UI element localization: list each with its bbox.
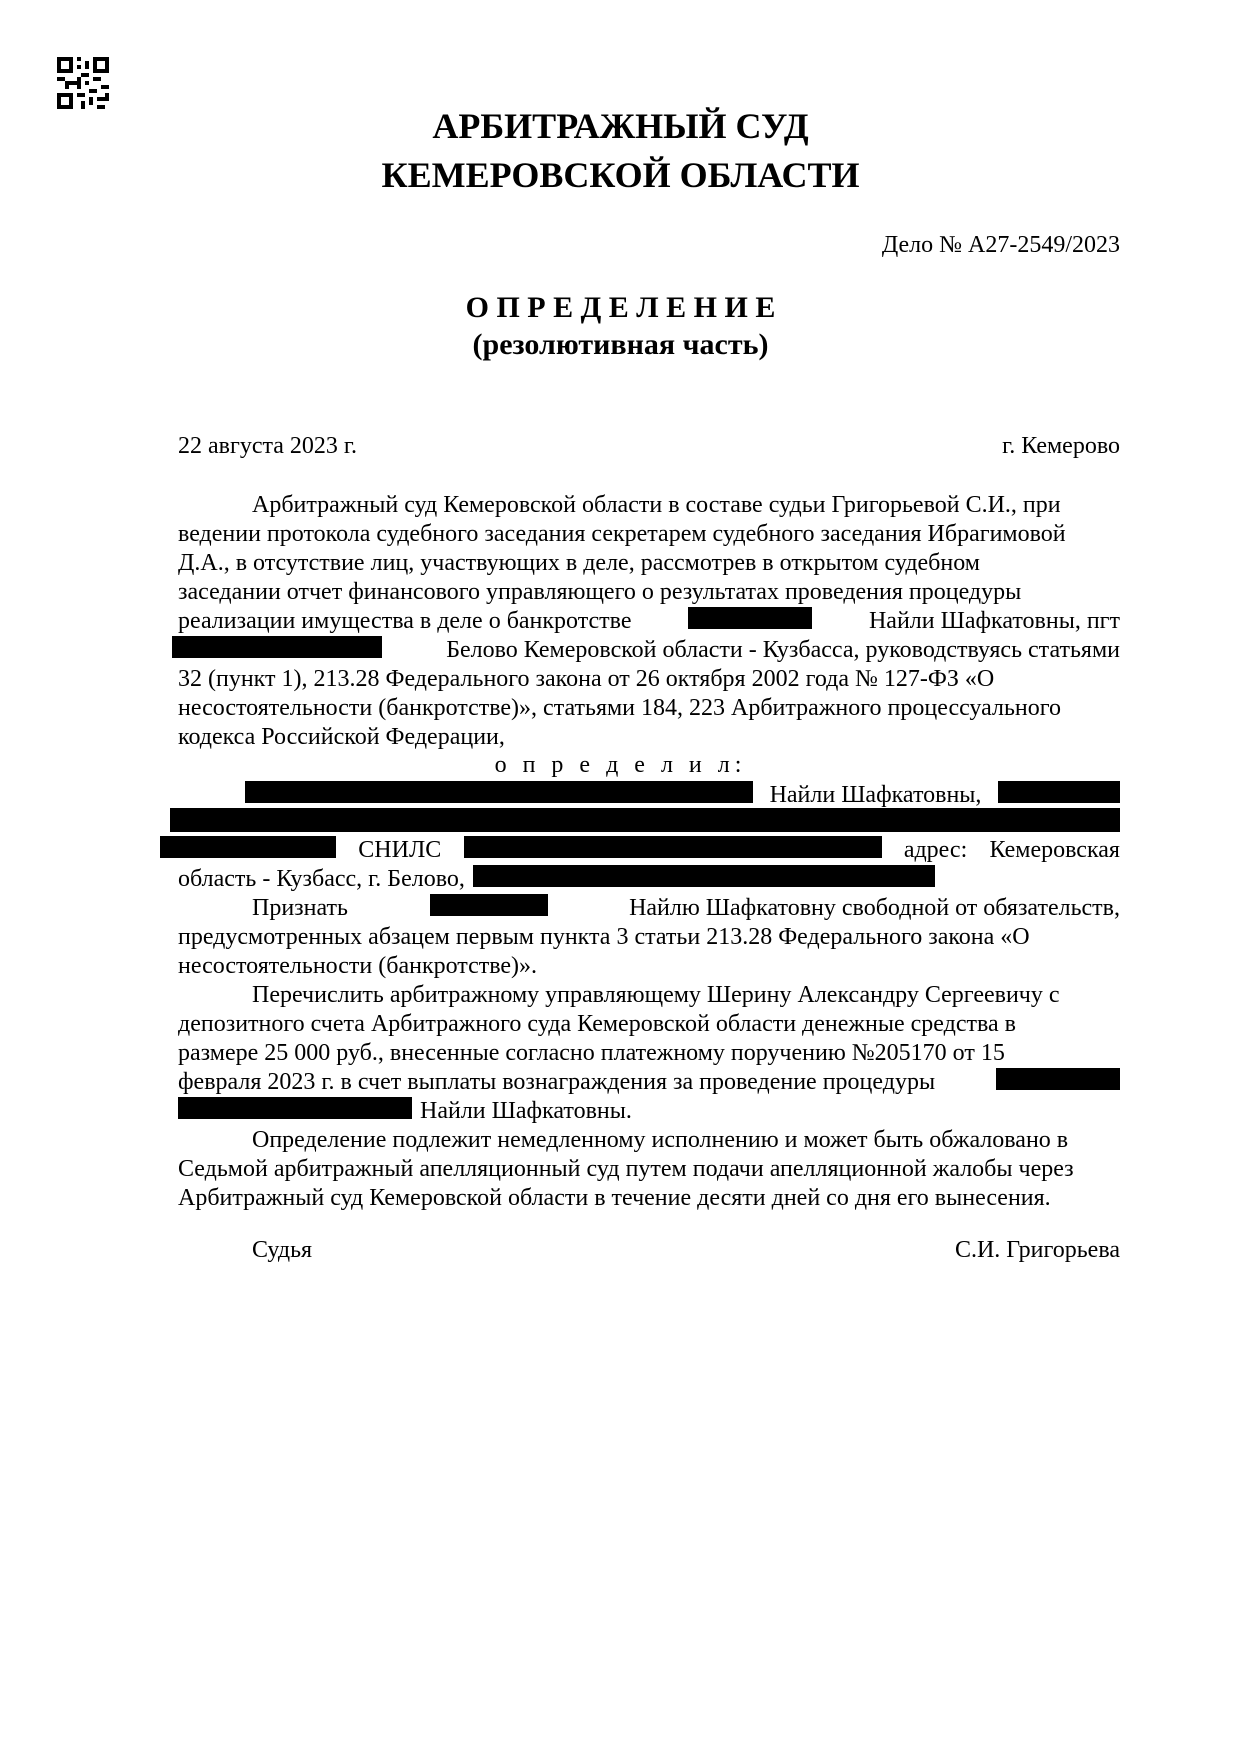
redaction-block xyxy=(172,636,382,658)
court-name-line1: АРБИТРАЖНЫЙ СУД xyxy=(432,106,809,146)
ruling4-text: Седьмой арбитражный апелляционный суд путем подачи апелляционной жалобы через xyxy=(178,1156,1074,1182)
signature-role: Судья xyxy=(252,1237,313,1263)
ruling4-line xyxy=(178,1155,1120,1184)
para1-line xyxy=(178,549,1120,578)
para1-text: Арбитражный суд Кемеровской области в составе судьи Григорьевой С.И., при xyxy=(252,492,1061,518)
ruling1-text: область - Кузбасс, г. Белово, xyxy=(178,866,465,892)
para1-line xyxy=(178,694,1120,723)
ruling1-line xyxy=(160,836,1120,865)
ruling4-text: Определение подлежит немедленному исполнению и может быть обжаловано в xyxy=(252,1127,1069,1153)
document-city: г. Кемерово xyxy=(1002,433,1120,459)
ruling1-text: адрес: xyxy=(903,837,968,863)
document-subtitle: (резолютивная часть) xyxy=(472,328,769,361)
redaction-block xyxy=(688,607,812,629)
ruling1-text: СНИЛС xyxy=(358,837,442,863)
para1-text: заседании отчет финансового управляющего о результатах проведения процедуры xyxy=(178,579,1022,605)
para1-line xyxy=(178,491,1120,520)
signature-name: С.И. Григорьева xyxy=(954,1237,1120,1263)
ruling3-text: февраля 2023 г. в счет выплаты вознаграждения за проведение процедуры xyxy=(178,1069,936,1095)
case-number: Дело № А27-2549/2023 xyxy=(881,232,1120,258)
ruling3-text: депозитного счета Арбитражного суда Кемеровской области денежные средства в xyxy=(178,1011,1016,1037)
para1-text: ведении протокола судебного заседания секретарем судебного заседания Ибрагимовой xyxy=(178,521,1066,547)
ruling2-text: предусмотренных абзацем первым пункта 3 статьи 213.28 Федерального закона «О xyxy=(178,924,1030,950)
para1-text: несостоятельности (банкротстве)», статьями 184, 223 Арбитражного процессуального xyxy=(178,695,1061,721)
redaction-block xyxy=(464,836,882,858)
ruling-heading: о п р е д е л и л: xyxy=(494,752,747,778)
para1-line xyxy=(172,636,1120,665)
ruling2-text: несостоятельности (банкротстве)». xyxy=(178,953,538,979)
ruling4-text: Арбитражный суд Кемеровской области в течение десяти дней со дня его вынесения. xyxy=(178,1185,1051,1211)
qr-code xyxy=(57,57,109,109)
ruling1-line xyxy=(245,781,1120,810)
ruling2-line xyxy=(178,952,1120,981)
para1-line xyxy=(178,665,1120,694)
ruling3-line xyxy=(178,1010,1120,1039)
ruling4-line xyxy=(178,1184,1120,1213)
para1-line xyxy=(178,607,1120,636)
document-title: О П Р Е Д Е Л Е Н И Е xyxy=(465,291,776,324)
para1-line xyxy=(178,723,1120,752)
para1-text: Д.А., в отсутствие лиц, участвующих в деле, рассмотрев в открытом судебном xyxy=(178,550,980,576)
redaction-block xyxy=(178,1097,412,1119)
redaction-block xyxy=(996,1068,1120,1090)
ruling3-line xyxy=(178,1097,1120,1126)
redaction-block xyxy=(473,865,935,887)
para1-text: 32 (пункт 1), 213.28 Федерального закона от 26 октября 2002 года № 127-ФЗ «О xyxy=(178,666,995,692)
ruling1-line xyxy=(178,865,1120,894)
ruling2-text: Найлю Шафкатовну свободной от обязательств, xyxy=(629,895,1120,921)
ruling1-text: Кемеровская xyxy=(989,837,1120,863)
ruling3-text: Перечислить арбитражному управляющему Шерину Александру Сергеевичу с xyxy=(252,982,1060,1008)
court-name-line2: КЕМЕРОВСКОЙ ОБЛАСТИ xyxy=(381,155,860,195)
ruling4-line xyxy=(178,1126,1120,1155)
ruling3-line xyxy=(178,1039,1120,1068)
ruling3-text: размере 25 000 руб., внесенные согласно платежному поручению №205170 от 15 xyxy=(178,1040,1005,1066)
para1-line xyxy=(178,578,1120,607)
ruling2-line xyxy=(178,923,1120,952)
redaction-block xyxy=(170,808,1120,832)
document-date: 22 августа 2023 г. xyxy=(178,433,358,459)
redaction-block xyxy=(430,894,548,916)
para1-text: Белово Кемеровской области - Кузбасса, руководствуясь статьями xyxy=(446,637,1120,663)
para1-text: Найли Шафкатовны, пгт xyxy=(868,608,1120,634)
ruling3-line xyxy=(178,1068,1120,1097)
redaction-block xyxy=(160,836,336,858)
para1-line xyxy=(178,520,1120,549)
ruling3-text: Найли Шафкатовны. xyxy=(420,1098,632,1124)
para1-text: реализации имущества в деле о банкротстве xyxy=(178,608,632,634)
para1-text: кодекса Российской Федерации, xyxy=(178,724,505,750)
ruling3-line xyxy=(178,981,1120,1010)
redaction-block xyxy=(245,781,753,803)
ruling2-text: Признать xyxy=(252,895,348,921)
ruling2-line xyxy=(178,894,1120,923)
redaction-block xyxy=(998,781,1120,803)
ruling1-text: Найли Шафкатовны, xyxy=(769,782,982,808)
